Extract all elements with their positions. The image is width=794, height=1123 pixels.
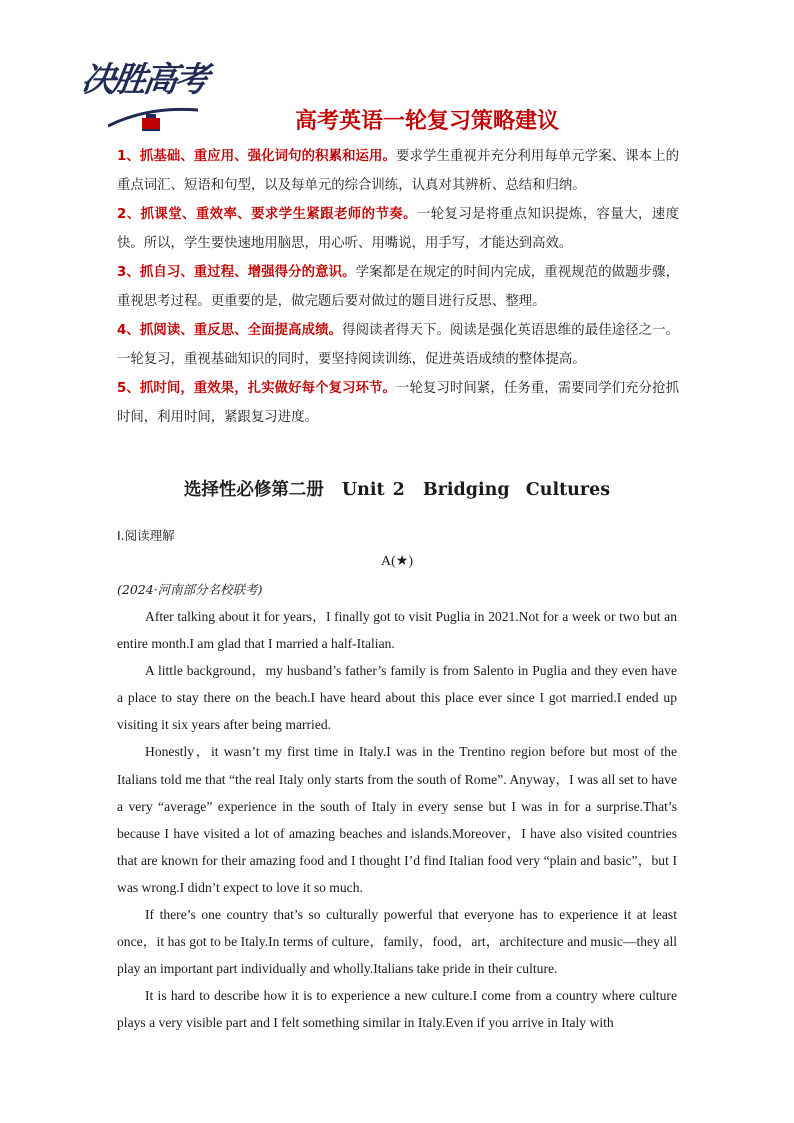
tip-text: 一轮复习时间紧，任务重，需要同学们充分抢抓时间，利用时间，紧跟复习进度。 (117, 381, 680, 425)
passage-paragraph: A little background，my husband’s father’s family is from Salento in Puglia and they even have a place to stay there on the beach.I have heard about this place ever since I got married.I ended up visiting it six years after being married. (117, 663, 677, 733)
passage-paragraph: If there’s one country that’s so culturally powerful that everyone has to experience it at least once，it has got to be Italy.In terms of culture，family，food，art，architecture and music—they all play an important part individually and wholly.Italians take pride in their culture. (117, 907, 677, 977)
reading-passage (117, 603, 677, 1037)
tip-lead: 5、抓时间，重效果，扎实做好每个复习环节。 (117, 381, 397, 396)
tip-text: 要求学生重视并充分利用每单元学案、课本上的重点词汇、短语和句型，以及每单元的综合训练，认真对其辨析、总结和归纳。 (117, 149, 680, 193)
logo-text: 决胜高考 (78, 60, 209, 100)
tips-list (117, 142, 679, 432)
tip-text: 一轮复习是将重点知识提炼，容量大，速度快。所以，学生要快速地用脑思，用心听、用嘴说，用手写，才能达到高效。 (117, 207, 679, 251)
passage-paragraph: After talking about it for years，I finally got to visit Puglia in 2021.Not for a week or two but an entire month.I am glad that I married a half-Italian. (117, 609, 677, 652)
section-book: 选择性必修第二册 (183, 480, 324, 500)
passage-label: A(★) (381, 554, 413, 569)
section-unit: Unit 2 (341, 480, 405, 500)
tip-lead: 1、抓基础、重应用、强化词句的积累和运用。 (117, 149, 397, 164)
section-unit-title: Bridging Cultures (422, 480, 611, 500)
tip-lead: 2、抓课堂、重效率、要求学生紧跟老师的节奏。 (117, 207, 417, 222)
part-label: Ⅰ.阅读理解 (117, 528, 175, 543)
section-title (0, 476, 794, 501)
passage-paragraph: Honestly，it wasn’t my first time in Italy.I was in the Trentino region before but most of the Italians told me that “the real Italy only starts from the south of Rome”. Anyway，I was all set to have a very “average” experience in the south of Italy in every sense but I was in for a surprise.That’s because I have visited a lot of amazing beaches and islands.Moreover，I have also visited countries that are known for their amazing food and I thought I’d find Italian food very “plain and basic”，but I was wrong.I didn’t expect to love it so much. (117, 744, 677, 895)
tip-4 (117, 316, 679, 374)
tip-lead: 4、抓阅读、重反思、全面提高成绩。 (117, 323, 343, 338)
tip-3 (117, 258, 679, 316)
tip-5 (117, 374, 679, 432)
tip-text: 得阅读者得天下。阅读是强化英语思维的最佳途径之一。一轮复习，重视基础知识的同时，要坚持阅读训练，促进英语成绩的整体提高。 (117, 323, 679, 367)
tip-2 (117, 200, 679, 258)
tip-text: 学案都是在规定的时间内完成，重视规范的做题步骤，重视思考过程。更重要的是，做完题后要对做过的题目进行反思、整理。 (117, 265, 679, 309)
tip-1 (117, 142, 679, 200)
passage-source: (2024·河南部分名校联考) (117, 582, 263, 597)
passage-paragraph: It is hard to describe how it is to experience a new culture.I come from a country where culture plays a very visible part and I felt something similar in Italy.Even if you arrive in Italy with (117, 988, 677, 1031)
tip-lead: 3、抓自习、重过程、增强得分的意识。 (117, 265, 356, 280)
page-title: 高考英语一轮复习策略建议 (294, 109, 559, 134)
